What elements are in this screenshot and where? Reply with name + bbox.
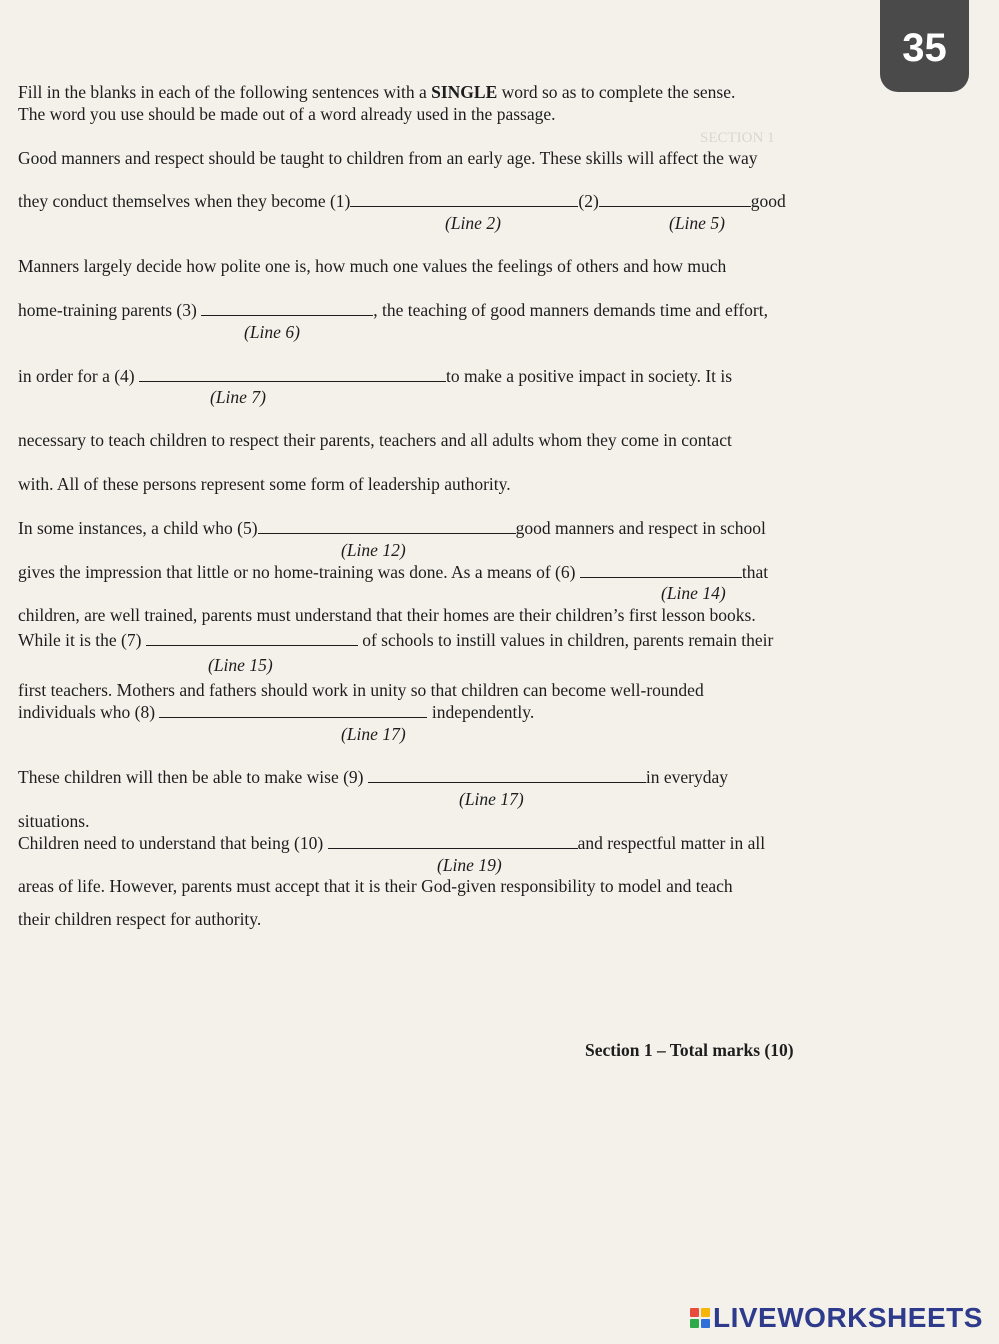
passage-line: their children respect for authority. (18, 909, 262, 929)
blank-9-input[interactable] (368, 767, 646, 783)
line-ref-6: (Line 14) (661, 583, 726, 603)
instructions-emphasis: SINGLE (431, 82, 498, 102)
blank-6-input[interactable] (580, 562, 742, 578)
line-ref-2: (Line 5) (669, 213, 725, 233)
passage-line: areas of life. However, parents must accept that it is their God-given responsibility to model and teach (18, 876, 733, 896)
passage-line: individuals who (8) independently. (18, 702, 535, 722)
blank-8-input[interactable] (159, 702, 427, 718)
blank-4-input[interactable] (139, 366, 446, 382)
passage-line: with. All of these persons represent some form of leadership authority. (18, 474, 511, 494)
line-ref-3: (Line 6) (244, 322, 300, 342)
passage-line: gives the impression that little or no home-training was done. As a means of (6) that (18, 562, 769, 582)
blank-3-input[interactable] (201, 300, 373, 316)
bleed-through-text: SECTION 1 (700, 130, 775, 146)
passage-line: situations. (18, 811, 90, 831)
passage-line: first teachers. Mothers and fathers should work in unity so that children can become well-rounded (18, 680, 704, 700)
total-marks: Section 1 – Total marks (10) (585, 1040, 794, 1060)
passage-line: These children will then be able to make wise (9) in everyday (18, 767, 729, 787)
line-ref-4: (Line 7) (210, 387, 266, 407)
blank-2-input[interactable] (599, 191, 751, 207)
passage-line: home-training parents (3) , the teaching of good manners demands time and effort, (18, 300, 768, 320)
passage-line: Good manners and respect should be taught to children from an early age. These skills will affect the way (18, 148, 758, 168)
passage-line: necessary to teach children to respect their parents, teachers and all adults whom they come in contact (18, 430, 732, 450)
line-ref-7: (Line 15) (208, 655, 273, 675)
line-ref-1: (Line 2) (445, 213, 501, 233)
instructions-line-1: Fill in the blanks in each of the following sentences with a SINGLE word so as to complete the sense. (18, 82, 736, 102)
liveworksheets-logo[interactable] (690, 1303, 983, 1333)
line-ref-8: (Line 17) (341, 724, 406, 744)
passage-line: in order for a (4) to make a positive impact in society. It is (18, 366, 733, 386)
instructions-line-2: The word you use should be made out of a word already used in the passage. (18, 104, 556, 124)
logo-squares-icon (690, 1308, 710, 1328)
blank-5-input[interactable] (258, 518, 516, 534)
blank-1-input[interactable] (350, 191, 578, 207)
brand-text: LIVEWORKSHEETS (713, 1302, 983, 1333)
passage-line: Children need to understand that being (10) and respectful matter in all (18, 833, 766, 853)
passage-line: children, are well trained, parents must understand that their homes are their children’s first lesson books. (18, 605, 756, 625)
passage-line: In some instances, a child who (5) good manners and respect in school (18, 518, 766, 538)
blank-7-input[interactable] (146, 630, 358, 646)
blank-10-input[interactable] (328, 833, 578, 849)
passage-line: While it is the (7) of schools to instill values in children, parents remain their (18, 630, 774, 650)
passage-line: they conduct themselves when they become (1) (2) good (18, 191, 786, 211)
page-number-tab: 35 (880, 0, 969, 92)
passage-line: Manners largely decide how polite one is, how much one values the feelings of others and how much (18, 256, 727, 276)
line-ref-10: (Line 19) (437, 855, 502, 875)
line-ref-9: (Line 17) (459, 789, 524, 809)
line-ref-5: (Line 12) (341, 540, 406, 560)
